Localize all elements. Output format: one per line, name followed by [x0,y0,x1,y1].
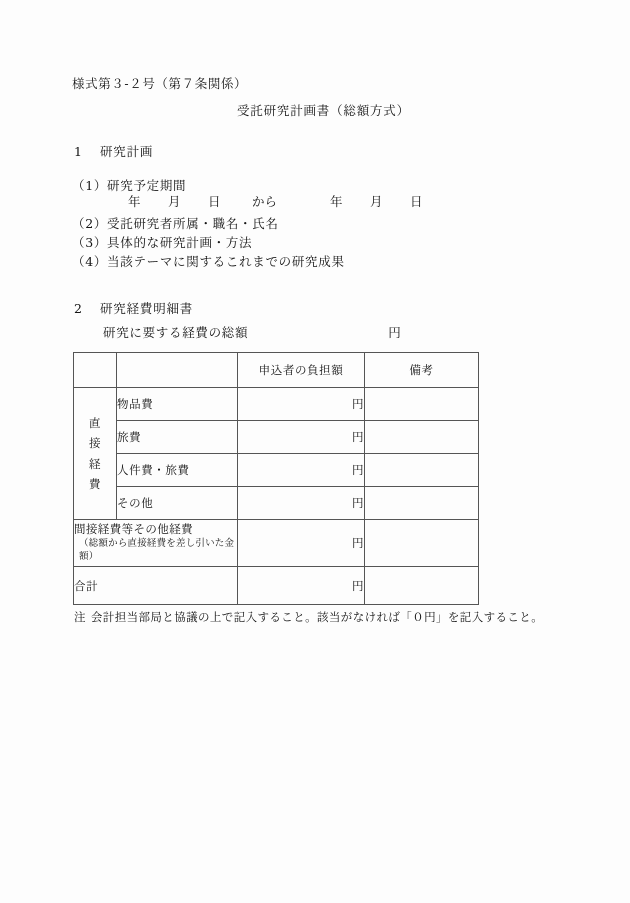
form-number: 様式第３‐２号（第７条関係） [72,76,248,91]
from-year-label: 年 [128,194,141,209]
direct-cost-category-label [74,388,117,520]
to-year-label: 年 [330,194,343,209]
section-2-title: 研究経費明細書 [100,301,194,316]
footnote [74,612,543,624]
row-label-travel: 旅費 [117,421,238,454]
header-remarks: 備考 [365,353,479,388]
cost-breakdown-table [73,352,479,605]
row-remarks-total[interactable] [365,567,479,605]
total-expense-line [103,327,401,340]
to-day-label: 日 [410,194,423,209]
document-title: 受託研究計画書（総額方式） [237,103,410,118]
to-month-label: 月 [370,194,383,209]
row-remarks-personnel[interactable] [365,454,479,487]
footnote-mark: 注 [74,610,86,624]
table-row-travel [74,421,479,454]
section-2-heading [74,303,193,316]
row-amount-goods[interactable]: 円 [238,388,365,421]
direct-cost-char-1: 直 [89,416,101,431]
table-row-total [74,567,479,605]
row-label-other: その他 [117,487,238,520]
table-row-indirect [74,520,479,567]
table-header-row [74,353,479,388]
indirect-label-sub: （総額から直接経費を差し引いた金額） [79,537,235,562]
row-remarks-travel[interactable] [365,421,479,454]
date-range-connector: から [252,194,278,209]
header-category-blank [74,353,117,388]
table-row-goods [74,388,479,421]
section-1-heading [74,146,153,159]
direct-cost-char-2: 接 [89,436,101,451]
row-amount-total[interactable]: 円 [238,567,365,605]
total-expense-label: 研究に要する経費の総額 [103,325,249,340]
row-remarks-goods[interactable] [365,388,479,421]
table-row-personnel [74,454,479,487]
header-item-blank [117,353,238,388]
table-row-other [74,487,479,520]
section-2-number: 2 [74,301,83,316]
section-1-title: 研究計画 [100,144,154,159]
section-1-item-3: （3）具体的な研究計画・方法 [72,235,253,250]
section-1-item-1: （1）研究予定期間 [72,178,187,193]
row-remarks-indirect[interactable] [365,520,479,567]
direct-cost-char-4: 費 [89,476,101,491]
section-1-item-4: （4）当該テーマに関するこれまでの研究成果 [72,254,345,269]
header-applicant-burden: 申込者の負担額 [238,353,365,388]
row-amount-personnel[interactable]: 円 [238,454,365,487]
section-1-number: 1 [74,144,83,159]
row-amount-indirect[interactable]: 円 [238,520,365,567]
from-day-label: 日 [208,194,221,209]
row-label-personnel: 人件費・旅費 [117,454,238,487]
indirect-label-main: 間接経費等その他経費 [74,522,193,537]
research-period-date-row [128,196,423,209]
row-amount-other[interactable]: 円 [238,487,365,520]
row-label-indirect [74,520,238,567]
row-label-total: 合計 [74,567,238,605]
row-remarks-other[interactable] [365,487,479,520]
direct-cost-char-3: 経 [89,456,101,471]
footnote-text: 会計担当部局と協議の上で記入すること。該当がなければ「０円」を記入すること。 [90,610,544,624]
row-label-goods: 物品費 [117,388,238,421]
total-expense-unit: 円 [388,325,402,340]
section-1-item-2: （2）受託研究者所属・職名・氏名 [72,216,279,231]
row-amount-travel[interactable]: 円 [238,421,365,454]
from-month-label: 月 [168,194,181,209]
